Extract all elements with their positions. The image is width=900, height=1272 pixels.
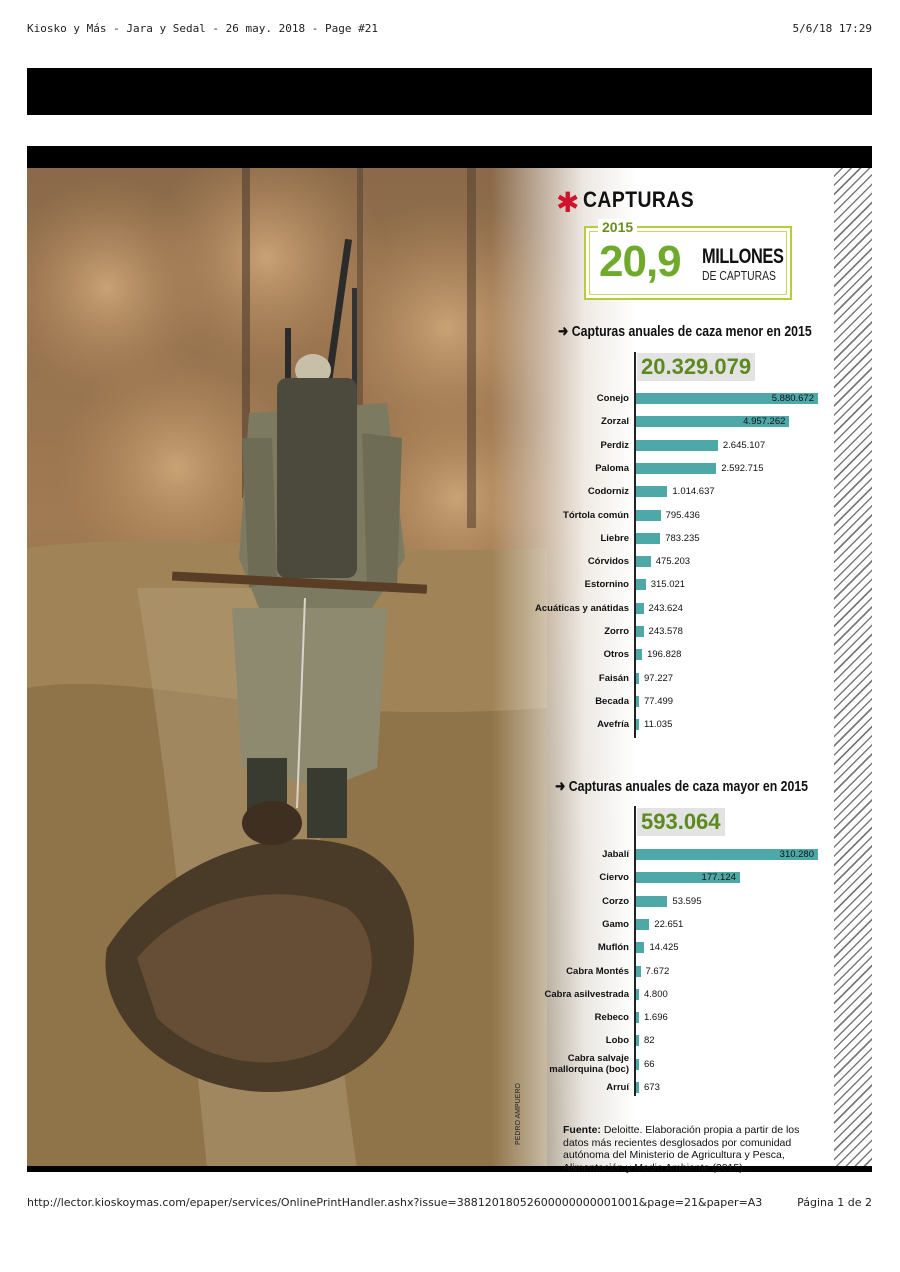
major-bar [636, 1035, 639, 1046]
major-category-label: Gamo [602, 918, 629, 930]
major-bar [636, 942, 644, 953]
major-value-label: 1.696 [644, 1012, 668, 1024]
minor-category-label: Codorniz [587, 486, 629, 498]
highlight-unit: MILLONES [702, 245, 784, 268]
major-category-label: Cabra asilvestrada [544, 988, 629, 1000]
minor-value-label: 783.235 [665, 532, 700, 544]
minor-category-label: Tórtola común [563, 509, 629, 521]
minor-value-label: 315.021 [650, 579, 686, 591]
minor-bar [636, 463, 716, 474]
decorative-stripes [834, 168, 872, 1168]
minor-bar [636, 696, 639, 707]
minor-category-label: Liebre [600, 532, 629, 544]
minor-bar [636, 510, 661, 521]
minor-bar [636, 533, 660, 544]
major-category-label: Corzo [602, 895, 629, 907]
major-value-label: 53.595 [672, 895, 702, 907]
minor-category-label: Zorzal [601, 416, 629, 428]
minor-category-label: Paloma [595, 462, 629, 474]
major-value-label: 310.280 [779, 849, 814, 860]
highlight-number: 20,9 [599, 237, 681, 286]
section-title: CAPTURAS [583, 187, 695, 212]
major-value-label: 673 [644, 1082, 660, 1093]
major-bar [636, 896, 667, 907]
chart-major-total: 593.064 [637, 808, 725, 836]
minor-bar [636, 579, 646, 590]
source-note [563, 1124, 825, 1174]
minor-value-label: 11.035 [644, 719, 673, 731]
minor-bar [636, 673, 639, 684]
minor-category-label: Perdiz [600, 439, 629, 451]
major-category-label: Muflón [597, 942, 629, 954]
arrow-right-icon: ➜ [558, 323, 572, 340]
major-value-label: 22.651 [654, 918, 684, 930]
major-bar [636, 1082, 639, 1093]
major-category-label: Cabra Montés [566, 965, 629, 977]
minor-value-label: 196.828 [647, 649, 682, 661]
minor-value-label: 97.227 [644, 672, 674, 684]
major-category-label: Arruí [606, 1082, 629, 1093]
minor-category-label: Conejo [596, 393, 629, 404]
minor-value-label: 475.203 [655, 556, 691, 568]
minor-value-label: 2.592.715 [721, 462, 764, 474]
major-value-label: 7.672 [645, 965, 670, 977]
major-value-label: 66 [644, 1058, 655, 1070]
major-value-label: 177.124 [701, 872, 736, 884]
major-value-label: 14.425 [649, 942, 679, 954]
minor-value-label: 243.578 [648, 626, 683, 637]
major-category-label: Cabra salvaje mallorquina (boc) [549, 1052, 629, 1075]
major-category-label: Lobo [605, 1035, 629, 1047]
browser-page-count: Página 1 de 2 [797, 1196, 872, 1209]
top-black-bar [27, 68, 872, 115]
highlight-year: 2015 [598, 219, 637, 235]
minor-category-label: Otros [603, 649, 629, 661]
major-bar [636, 1012, 639, 1023]
minor-value-label: 2.645.107 [722, 439, 766, 451]
minor-value-label: 5.880.672 [771, 393, 814, 404]
minor-bar [636, 719, 639, 730]
major-bar [636, 966, 641, 977]
chart-minor-total: 20.329.079 [637, 353, 755, 381]
major-value-label: 82 [644, 1035, 655, 1047]
hunter-photo [27, 168, 872, 1168]
major-bar [636, 989, 639, 1000]
minor-bar [636, 603, 644, 614]
hunter-boar-illustration [27, 168, 872, 1168]
major-category-label: Rebeco [594, 1012, 629, 1024]
minor-category-label: Becada [595, 695, 629, 707]
photo-credit: PEDRO AMPUERO [515, 1083, 522, 1145]
minor-category-label: Zorro [604, 626, 629, 637]
highlight-caption: DE CAPTURAS [702, 268, 776, 283]
major-bar [636, 1059, 639, 1070]
chart-major-title: Capturas anuales de caza mayor en 2015 [568, 778, 809, 795]
minor-bar [636, 556, 651, 567]
asterisk-icon: ✱ [556, 186, 580, 219]
browser-datetime: 5/6/18 17:29 [792, 22, 872, 35]
minor-value-label: 243.624 [648, 602, 683, 614]
major-value-label: 4.800 [644, 988, 668, 1000]
minor-category-label: Córvidos [587, 556, 629, 568]
minor-bar [636, 626, 644, 637]
browser-url: http://lector.kioskoymas.com/epaper/services/OnlinePrintHandler.ashx?issue=38812018052600000000001001&page=21&paper=A3 [27, 1196, 763, 1209]
minor-bar [636, 486, 667, 497]
minor-category-label: Estornino [584, 579, 629, 591]
major-bar [636, 919, 649, 930]
source-text: Deloitte. Elaboración propia a partir de los datos más recientes desglosados por comunidad autónoma del Ministerio de Agricultura y Pesca, Alimentación y Medio Ambiente (2015). [563, 1124, 800, 1174]
minor-value-label: 1.014.637 [672, 486, 715, 498]
minor-value-label: 77.499 [644, 695, 674, 707]
arrow-right-icon: ➜ [555, 778, 569, 795]
major-category-label: Ciervo [599, 872, 629, 884]
minor-value-label: 795.436 [665, 509, 700, 521]
browser-page-title: Kiosko y Más - Jara y Sedal - 26 may. 2018 - Page #21 [27, 22, 378, 35]
minor-category-label: Acuáticas y anátidas [535, 602, 629, 614]
minor-category-label: Avefría [597, 719, 629, 731]
source-label: Fuente: [563, 1124, 601, 1136]
minor-bar [636, 440, 718, 451]
minor-bar [636, 649, 642, 660]
chart-minor-title-wrap [558, 322, 812, 340]
chart-major-title-wrap [555, 777, 808, 795]
minor-value-label: 4.957.262 [743, 416, 786, 428]
chart-minor-title: Capturas anuales de caza menor en 2015 [571, 323, 812, 340]
major-category-label: Jabalí [602, 849, 629, 860]
minor-category-label: Faisán [598, 672, 629, 684]
photo-top-bar [27, 146, 872, 168]
